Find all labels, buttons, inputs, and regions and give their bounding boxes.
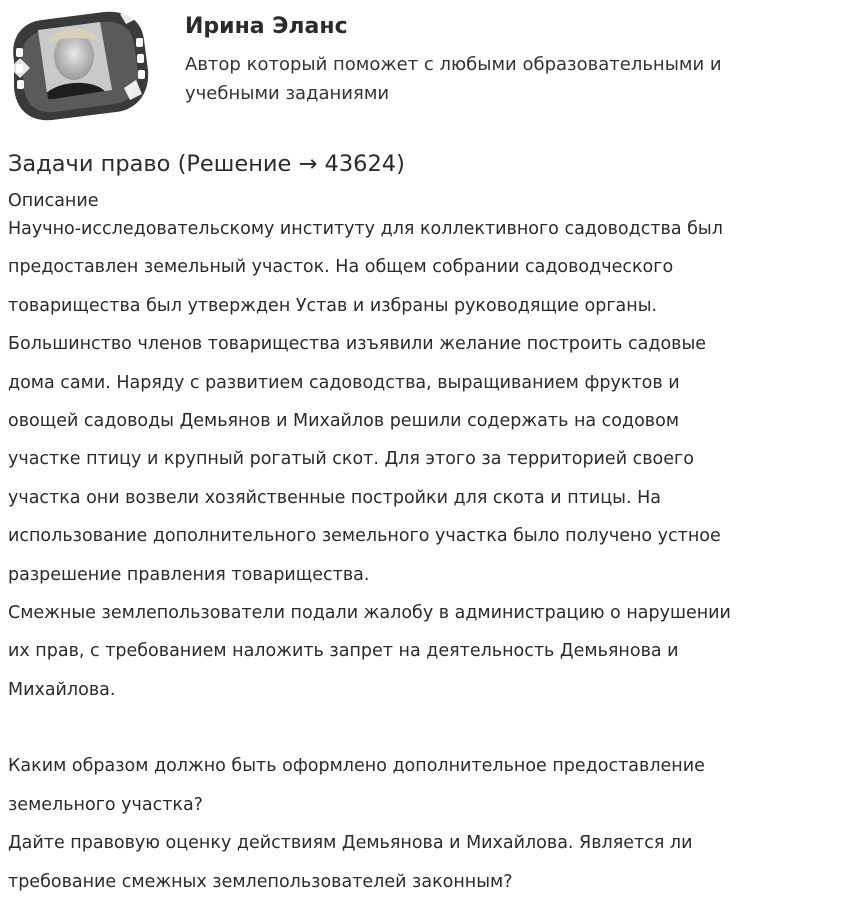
author-card — [8, 8, 838, 128]
description-text — [8, 210, 833, 901]
description-line: разрешение правления товарищества. — [8, 564, 370, 585]
description-line: Смежные землепользователи подали жалобу в администрацию о нарушении — [8, 602, 731, 623]
author-name[interactable]: Ирина Эланс — [185, 14, 348, 39]
question-line: Дайте правовую оценку действиям Демьянова и Михайлова. Является ли — [8, 833, 693, 854]
description-line: овощей садоводы Демьянов и Михайлов решили содержать на содовом — [8, 410, 680, 431]
description-line: участке птицу и крупный рогатый скот. Для этого за территорией своего — [8, 449, 694, 470]
description-line: дома сами. Наряду с развитием садоводства, выращиванием фруктов и — [8, 372, 680, 393]
page-title: Задачи право (Решение → 43624) — [8, 151, 405, 177]
author-tagline: Автор который поможет с любыми образовательными и учебными заданиями — [185, 54, 722, 104]
description-line: предоставлен земельный участок. На общем собрании садоводческого — [8, 257, 674, 278]
description-line: использование дополнительного земельного участка было получено устное — [8, 526, 721, 547]
description-label: Описание — [8, 191, 99, 211]
question-line: требование смежных землепользователей законным? — [8, 871, 513, 892]
author-avatar[interactable] — [8, 8, 150, 126]
question-line: земельного участка? — [8, 794, 203, 815]
description-line: Научно-исследовательскому институту для коллективного садоводства был — [8, 219, 723, 239]
description-blank-line — [8, 709, 833, 747]
description-line: товарищества был утвержден Устав и избраны руководящие органы. — [8, 295, 658, 316]
description-line: Большинство членов товарищества изъявили желание построить садовые — [8, 334, 707, 355]
description-line: их прав, с требованием наложить запрет на деятельность Демьянова и — [8, 641, 679, 662]
description-line: участка они возвели хозяйственные постройки для скота и птицы. На — [8, 487, 661, 508]
description-line: Михайлова. — [8, 679, 116, 700]
question-line: Каким образом должно быть оформлено дополнительное предоставление — [8, 756, 705, 777]
